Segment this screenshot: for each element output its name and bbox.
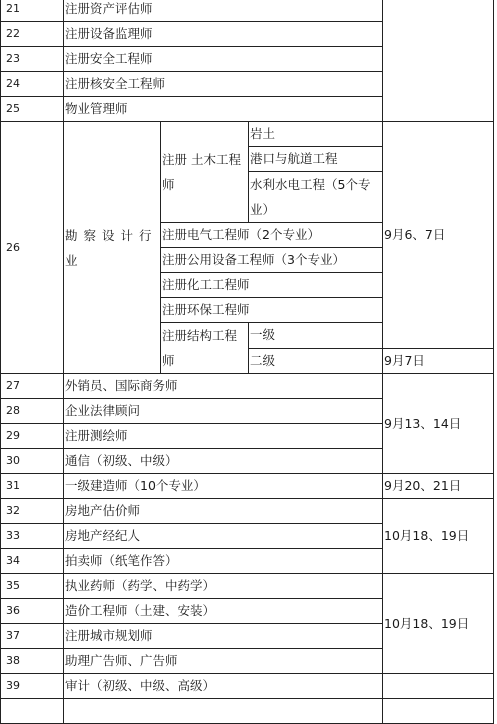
row-number: 24 — [1, 72, 64, 97]
row-number: 26 — [1, 122, 64, 374]
row-number: 22 — [1, 22, 64, 47]
table-row — [1, 0, 494, 22]
table-row — [1, 374, 494, 399]
exam-name: 注册资产评估师 — [64, 0, 383, 22]
exam-name: 审计（初级、中级、高级） — [64, 674, 383, 699]
exam-date: 10月18、19日 — [383, 574, 494, 674]
row-number: 25 — [1, 97, 64, 122]
exam-date: 9月6、7日 — [383, 122, 494, 349]
exam-name: 注册城市规划师 — [64, 624, 383, 649]
row-number: 37 — [1, 624, 64, 649]
exam-name: 外销员、国际商务师 — [64, 374, 383, 399]
exam-name: 房地产经纪人 — [64, 524, 383, 549]
row-number: 36 — [1, 599, 64, 624]
exam-name — [64, 699, 383, 724]
row-number: 21 — [1, 0, 64, 22]
exam-level: 一级 — [249, 323, 383, 349]
exam-date — [383, 674, 494, 699]
table-row — [1, 574, 494, 599]
exam-name: 一级建造师（10个专业） — [64, 474, 383, 499]
exam-name: 注册设备监理师 — [64, 22, 383, 47]
exam-name: 通信（初级、中级） — [64, 449, 383, 474]
exam-subcategory: 注册电气工程师（2个专业） — [161, 223, 383, 248]
exam-subcategory: 注册化工工程师 — [161, 273, 383, 298]
exam-category: 勘察设计行业 — [64, 122, 161, 374]
row-number: 27 — [1, 374, 64, 399]
row-number: 39 — [1, 674, 64, 699]
table-row — [1, 674, 494, 699]
exam-name: 物业管理师 — [64, 97, 383, 122]
exam-date: 9月20、21日 — [383, 474, 494, 499]
exam-name: 房地产估价师 — [64, 499, 383, 524]
table-row — [1, 499, 494, 524]
exam-date: 9月7日 — [383, 348, 494, 374]
exam-subcategory: 注册结构工程师 — [161, 323, 249, 374]
exam-name: 助理广告师、广告师 — [64, 649, 383, 674]
exam-date — [383, 699, 494, 724]
exam-name: 造价工程师（土建、安装） — [64, 599, 383, 624]
exam-name: 注册核安全工程师 — [64, 72, 383, 97]
table-row — [1, 474, 494, 499]
row-number: 29 — [1, 424, 64, 449]
exam-subcategory: 注册 土木工程师 — [161, 122, 249, 223]
exam-name: 注册安全工程师 — [64, 47, 383, 72]
exam-specialty: 港口与航道工程 — [249, 147, 383, 172]
exam-subcategory: 注册环保工程师 — [161, 298, 383, 323]
row-number — [1, 699, 64, 724]
row-number: 23 — [1, 47, 64, 72]
exam-subcategory: 注册公用设备工程师（3个专业） — [161, 248, 383, 273]
row-number: 33 — [1, 524, 64, 549]
exam-name: 注册测绘师 — [64, 424, 383, 449]
exam-specialty: 水利水电工程（5个专业） — [249, 172, 383, 223]
row-number: 31 — [1, 474, 64, 499]
exam-date — [383, 0, 494, 122]
row-number: 30 — [1, 449, 64, 474]
table-row — [1, 122, 494, 147]
exam-specialty: 岩土 — [249, 122, 383, 147]
exam-level: 二级 — [249, 348, 383, 374]
row-number: 32 — [1, 499, 64, 524]
exam-date: 9月13、14日 — [383, 374, 494, 474]
exam-date: 10月18、19日 — [383, 499, 494, 574]
exam-name: 执业药师（药学、中药学） — [64, 574, 383, 599]
row-number: 38 — [1, 649, 64, 674]
row-number: 35 — [1, 574, 64, 599]
exam-name: 企业法律顾问 — [64, 399, 383, 424]
table-row — [1, 699, 494, 724]
row-number: 34 — [1, 549, 64, 574]
row-number: 28 — [1, 399, 64, 424]
exam-name: 拍卖师（纸笔作答） — [64, 549, 383, 574]
